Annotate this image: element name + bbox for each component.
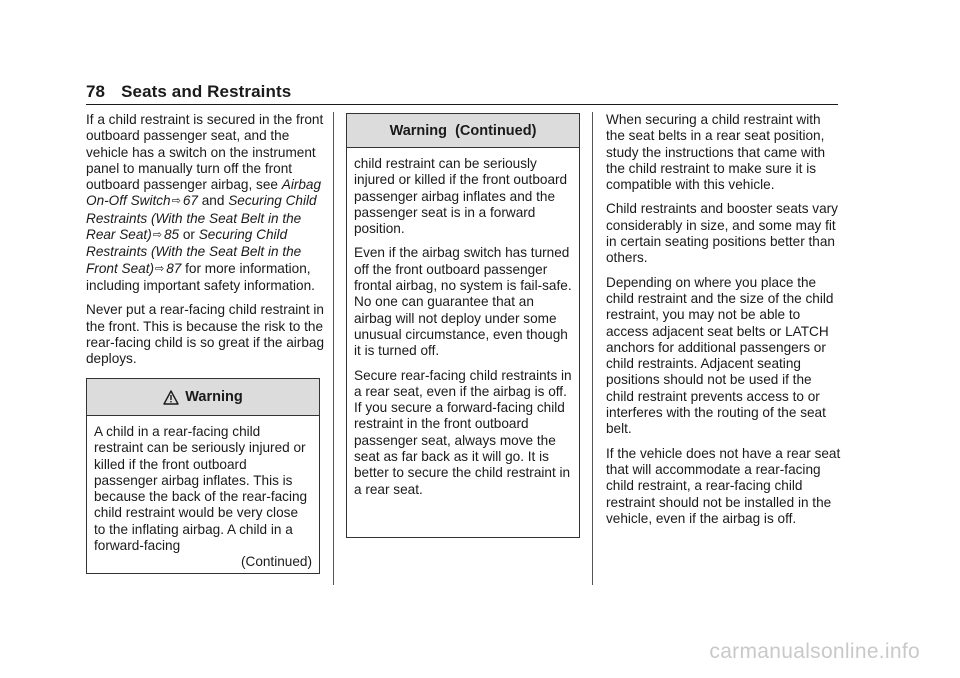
column-divider xyxy=(592,112,593,585)
warning-box-2 xyxy=(346,113,580,538)
xref-arrow-icon: ⇨ xyxy=(155,262,165,275)
xref-arrow-icon: ⇨ xyxy=(152,229,162,242)
watermark: carmanualsonline.info xyxy=(709,640,920,663)
paragraph: When securing a child restraint with the seat belts in a rear seat position, study the instructions that came with the child restraint to make sure it is compatible with this vehicle. xyxy=(606,112,826,193)
warning-paragraph: Even if the airbag switch has turned off the front outboard passenger frontal airbag, no system is fail-safe. No one can guarantee that an airbag will not deploy under some unusual circumstance, even though it is turned off. xyxy=(354,245,572,359)
xref-rear-seat[interactable]: Securing Child Restraints (With the Seat Belt in the Rear Seat) xyxy=(86,193,317,243)
warning-paragraph: Secure rear-facing child restraints in a rear seat, even if the airbag is off. If you secure a forward-facing child restraint in the front outboard passenger seat, always move the seat as far back as it will go. It is better to secure the child restraint in a rear seat. xyxy=(354,367,572,497)
xref-arrow-icon: ⇨ xyxy=(171,195,181,208)
warning-continued-title: Warning (Continued) xyxy=(389,122,537,139)
warning-continued-body xyxy=(347,148,579,498)
paragraph: If the vehicle does not have a rear seat that will accommodate a rear-facing child restraint, a rear-facing child restraint should not be installed in the vehicle, even if the airbag is off. xyxy=(606,445,841,526)
warning-text: A child in a rear-facing child restraint can be seriously injured or killed if the front outboard passenger airbag inflates. This is because the back of the rear-facing child restraint would be very close to the inflating airbag. A child in a forward-facing xyxy=(94,424,308,554)
warning-paragraph: child restraint can be seriously injured or killed if the front outboard passenger airbag inflates and the passenger seat is in a forward position. xyxy=(354,156,568,237)
section-title: Seats and Restraints xyxy=(121,82,292,101)
warning-triangle-icon xyxy=(163,390,179,405)
column-3 xyxy=(606,112,842,535)
column-divider xyxy=(333,112,334,585)
warning-header xyxy=(87,379,319,416)
page-number: 78 xyxy=(86,82,106,101)
warning-title: Warning xyxy=(185,389,243,405)
paragraph-never-front: Never put a rear-facing child restraint in the front. This is because the risk to the rear-facing child is so great if the airbag deploys. xyxy=(86,302,325,367)
xref-page-87[interactable]: 87 xyxy=(166,260,182,276)
warning-continued-header xyxy=(347,114,579,148)
xref-airbag-on-off-switch[interactable]: Airbag On-Off Switch xyxy=(86,177,322,209)
xref-page-85[interactable]: 85 xyxy=(163,227,180,243)
continued-label: (Continued) xyxy=(240,554,312,570)
xref-page-67[interactable]: 67 xyxy=(182,193,198,209)
column-1 xyxy=(86,112,326,375)
paragraph: Child restraints and booster seats vary considerably in size, and some may fit in certain seating positions better than others. xyxy=(606,201,838,266)
paragraph: Depending on where you place the child restraint and the size of the child restraint, you may not be able to access adjacent seat belts or LATCH anchors for additional passengers or child restraints. Adjacent seating positions should not be used if the child restraint prevents access to or interferes with the routing of the seat belt. xyxy=(606,274,834,437)
warning-box-1 xyxy=(86,378,320,574)
page-header xyxy=(86,82,291,102)
header-rule xyxy=(86,104,838,105)
xref-front-seat[interactable]: Securing Child Restraints (With the Seat Belt in the Front Seat) xyxy=(86,227,302,276)
paragraph-airbag-switch: If a child restraint is secured in the front outboard passenger seat, and the vehicle has a switch on the instrument panel to manually turn off the front outboard passenger airbag, see Airbag On-Off Switch⇨ 67 and Securing Child Restraints (With the Seat Belt in the Rear Seat)⇨ 85 or Securing Child Restraints (With the Seat Belt in the Front Seat)⇨ 87 for more information, including important safety information. xyxy=(86,112,324,293)
warning-body xyxy=(87,416,319,571)
